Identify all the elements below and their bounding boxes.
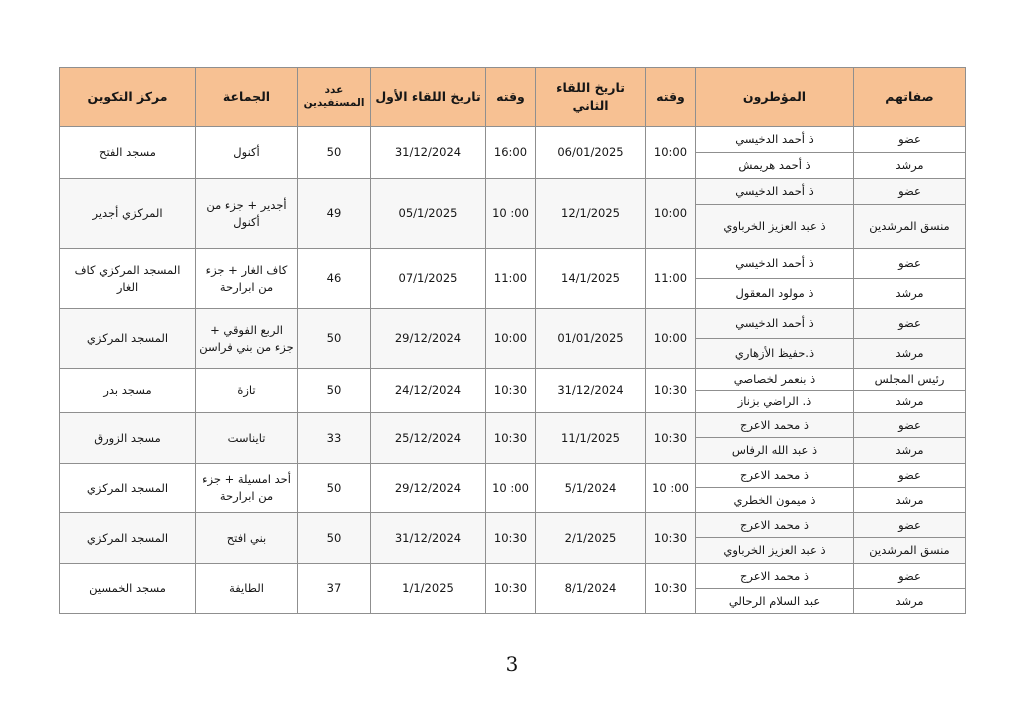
cell-markaz: مسجد بدر (60, 369, 196, 413)
cell-time2: 10:30 (646, 369, 696, 413)
cell-beneficiary-count: 50 (298, 369, 371, 413)
cell-sifa: مرشد (854, 279, 966, 309)
cell-time2: 10:00 (646, 127, 696, 179)
cell-sifa: رئيس المجلس (854, 369, 966, 391)
cell-framer: ذ أحمد الدخيسي (696, 309, 854, 339)
cell-sifa: عضو (854, 309, 966, 339)
cell-jamaa: أكنول (196, 127, 298, 179)
cell-time2: 10:30 (646, 413, 696, 464)
cell-time2: 11:00 (646, 249, 696, 309)
table-body (60, 127, 966, 614)
cell-time1: 10:30 (486, 513, 536, 564)
cell-sifa: مرشد (854, 589, 966, 614)
column-header-time1: وقته (486, 68, 536, 127)
table-row (60, 464, 966, 488)
column-header-markaz: مركز التكوين (60, 68, 196, 127)
cell-jamaa: تايناست (196, 413, 298, 464)
cell-date1: 29/12/2024 (371, 309, 486, 369)
cell-time1: 10:30 (486, 369, 536, 413)
cell-date2: 11/1/2025 (536, 413, 646, 464)
column-header-framers: المؤطرون (696, 68, 854, 127)
cell-time2: 10:30 (646, 564, 696, 614)
column-header-date2: تاريخ اللقاء الثاني (536, 68, 646, 127)
cell-date2: 8/1/2024 (536, 564, 646, 614)
cell-sifa: عضو (854, 513, 966, 538)
cell-framer: ذ أحمد الدخيسي (696, 249, 854, 279)
cell-sifa: عضو (854, 127, 966, 153)
cell-time1: 10:00 (486, 309, 536, 369)
cell-framer: ذ محمد الاعرج (696, 464, 854, 488)
cell-date1: 31/12/2024 (371, 127, 486, 179)
cell-sifa: عضو (854, 564, 966, 589)
column-header-jamaa: الجماعة (196, 68, 298, 127)
training-schedule-table (59, 67, 966, 614)
cell-framer: ذ. الراضي بزناز (696, 391, 854, 413)
cell-framer: ذ عبد العزيز الخرباوي (696, 538, 854, 564)
cell-date1: 31/12/2024 (371, 513, 486, 564)
cell-date2: 06/01/2025 (536, 127, 646, 179)
cell-framer: ذ أحمد الدخيسي (696, 127, 854, 153)
table-row (60, 564, 966, 589)
cell-sifa: عضو (854, 179, 966, 205)
cell-time2: 10:30 (646, 513, 696, 564)
cell-markaz: المسجد المركزي (60, 513, 196, 564)
cell-sifa: عضو (854, 249, 966, 279)
cell-framer: ذ مولود المعقول (696, 279, 854, 309)
column-header-sifat: صفاتهم (854, 68, 966, 127)
column-header-count: عدد المستفيدين (298, 68, 371, 127)
cell-jamaa: أجدير + جزء من أكنول (196, 179, 298, 249)
cell-date2: 31/12/2024 (536, 369, 646, 413)
cell-framer: ذ محمد الاعرج (696, 413, 854, 438)
cell-framer: ذ عبد الله الرفاس (696, 438, 854, 464)
cell-sifa: مرشد (854, 488, 966, 513)
cell-date1: 25/12/2024 (371, 413, 486, 464)
cell-beneficiary-count: 50 (298, 464, 371, 513)
cell-date1: 07/1/2025 (371, 249, 486, 309)
cell-date2: 01/01/2025 (536, 309, 646, 369)
cell-beneficiary-count: 50 (298, 127, 371, 179)
cell-markaz: مسجد الخمسين (60, 564, 196, 614)
cell-time1: 10 :00 (486, 179, 536, 249)
cell-time1: 16:00 (486, 127, 536, 179)
cell-date2: 14/1/2025 (536, 249, 646, 309)
cell-date1: 05/1/2025 (371, 179, 486, 249)
cell-time2: 10:00 (646, 179, 696, 249)
cell-time1: 10:30 (486, 413, 536, 464)
cell-sifa: منسق المرشدين (854, 205, 966, 249)
page-number: 3 (505, 652, 519, 676)
cell-sifa: مرشد (854, 153, 966, 179)
cell-sifa: عضو (854, 464, 966, 488)
cell-sifa: مرشد (854, 339, 966, 369)
cell-framer: ذ أحمد الدخيسي (696, 179, 854, 205)
cell-sifa: منسق المرشدين (854, 538, 966, 564)
table-row (60, 369, 966, 391)
cell-framer: ذ.حفيظ الأزهاري (696, 339, 854, 369)
cell-date2: 12/1/2025 (536, 179, 646, 249)
cell-beneficiary-count: 49 (298, 179, 371, 249)
cell-time2: 10:00 (646, 309, 696, 369)
cell-beneficiary-count: 46 (298, 249, 371, 309)
column-header-date1: تاريخ اللقاء الأول (371, 68, 486, 127)
cell-markaz: المسجد المركزي (60, 464, 196, 513)
table-row (60, 309, 966, 339)
table-row (60, 413, 966, 438)
cell-framer: ذ ميمون الخطري (696, 488, 854, 513)
table-row (60, 127, 966, 153)
cell-framer: ذ محمد الاعرج (696, 564, 854, 589)
table-row (60, 179, 966, 205)
cell-sifa: عضو (854, 413, 966, 438)
cell-framer: ذ محمد الاعرج (696, 513, 854, 538)
table-row (60, 249, 966, 279)
header-row (60, 68, 966, 127)
cell-beneficiary-count: 50 (298, 309, 371, 369)
cell-sifa: مرشد (854, 391, 966, 413)
cell-jamaa: أحد امسيلة + جزء من ابرارحة (196, 464, 298, 513)
cell-markaz: المسجد المركزي (60, 309, 196, 369)
cell-beneficiary-count: 37 (298, 564, 371, 614)
cell-jamaa: تازة (196, 369, 298, 413)
cell-markaz: مسجد الزورق (60, 413, 196, 464)
cell-time1: 10 :00 (486, 464, 536, 513)
cell-time2: 10 :00 (646, 464, 696, 513)
table-header (60, 68, 966, 127)
cell-date1: 24/12/2024 (371, 369, 486, 413)
cell-jamaa: الربع الفوقي + جزء من بني فراسن (196, 309, 298, 369)
column-header-time2: وقته (646, 68, 696, 127)
cell-markaz: المسجد المركزي كاف الغار (60, 249, 196, 309)
cell-date2: 5/1/2024 (536, 464, 646, 513)
cell-sifa: مرشد (854, 438, 966, 464)
cell-date1: 29/12/2024 (371, 464, 486, 513)
cell-framer: ذ بنعمر لخصاصي (696, 369, 854, 391)
cell-framer: ذ عبد العزيز الخرباوي (696, 205, 854, 249)
cell-jamaa: الطايفة (196, 564, 298, 614)
cell-framer: ذ أحمد هريمش (696, 153, 854, 179)
cell-time1: 10:30 (486, 564, 536, 614)
cell-date1: 1/1/2025 (371, 564, 486, 614)
cell-beneficiary-count: 50 (298, 513, 371, 564)
cell-date2: 2/1/2025 (536, 513, 646, 564)
cell-jamaa: كاف الغار + جزء من ابرارحة (196, 249, 298, 309)
table-row (60, 513, 966, 538)
cell-beneficiary-count: 33 (298, 413, 371, 464)
cell-jamaa: بني افتح (196, 513, 298, 564)
cell-time1: 11:00 (486, 249, 536, 309)
cell-framer: عبد السلام الرحالي (696, 589, 854, 614)
cell-markaz: مسجد الفتح (60, 127, 196, 179)
cell-markaz: المركزي أجدير (60, 179, 196, 249)
